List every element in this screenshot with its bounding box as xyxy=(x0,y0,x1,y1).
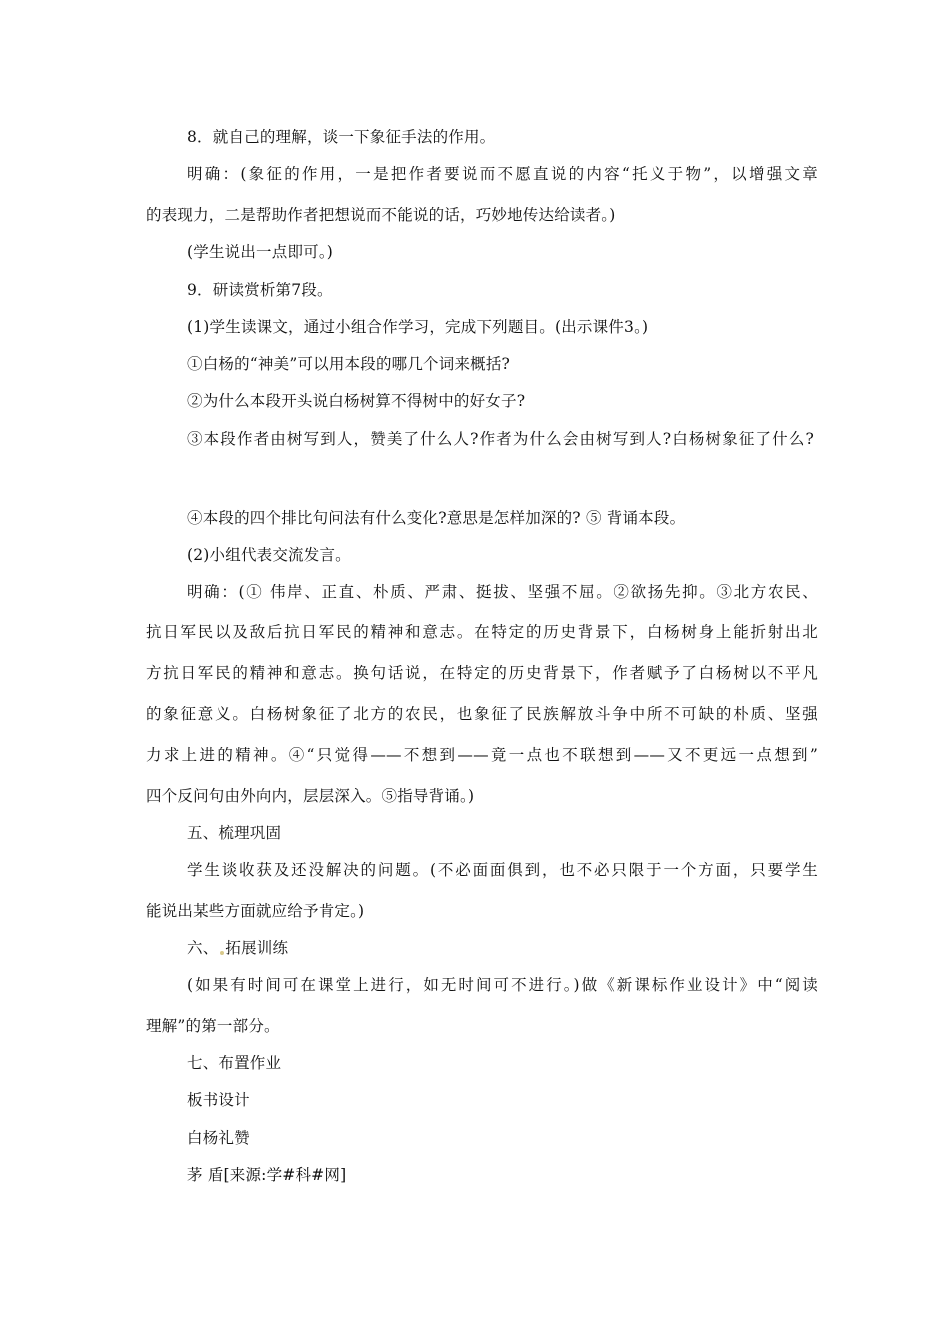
task-1: (1)学生读课文，通过小组合作学习，完成下列题目。(出示课件3。) xyxy=(187,318,649,336)
sub-question-2: ②为什么本段开头说白杨树算不得树中的好女子? xyxy=(187,392,526,410)
section-6-line-2: 理解”的第一部分。 xyxy=(146,1017,280,1035)
section-7-heading: 七、布置作业 xyxy=(187,1054,282,1072)
answer-9-line-3: 方抗日军民的精神和意志。换句话说，在特定的历史背景下，作者赋予了白杨树以不平凡 xyxy=(146,664,818,682)
sub-question-3: ③本段作者由树写到人，赞美了什么人?作者为什么会由树写到人?白杨树象征了什么? xyxy=(187,430,814,448)
section-6-line-1: (如果有时间可在课堂上进行，如无时间可不进行。)做《新课标作业设计》中“阅读 xyxy=(187,976,818,994)
answer-8-line-2: 的表现力，二是帮助作者把想说而不能说的话，巧妙地传达给读者。) xyxy=(146,206,616,224)
sub-question-4-5: ④本段的四个排比句问法有什么变化?意思是怎样加深的? ⑤ 背诵本段。 xyxy=(187,509,686,527)
question-9: 9．研读赏析第7段。 xyxy=(187,281,333,299)
section-6-heading xyxy=(187,938,818,958)
section-5-line-1: 学生谈收获及还没解决的问题。(不必面面俱到，也不必只限于一个方面，只要学生 xyxy=(187,861,818,879)
answer-9-line-4: 的象征意义。白杨树象征了北方的农民，也象征了民族解放斗争中所不可缺的朴质、坚强 xyxy=(146,705,818,723)
answer-8-line-1: 明确：(象征的作用，一是把作者要说而不愿直说的内容“托义于物”，以增强文章 xyxy=(187,165,818,183)
question-8: 8．就自己的理解，谈一下象征手法的作用。 xyxy=(187,128,496,146)
marker-dot-icon xyxy=(220,951,224,955)
answer-9-line-1: 明确：(① 伟岸、正直、朴质、严肃、挺拔、坚强不屈。②欲扬先抑。③北方农民、 xyxy=(187,583,818,601)
task-2: (2)小组代表交流发言。 xyxy=(187,546,351,564)
section-5-heading: 五、梳理巩固 xyxy=(187,824,282,842)
board-design-label: 板书设计 xyxy=(187,1091,250,1109)
note-one-point: (学生说出一点即可。) xyxy=(187,243,334,261)
answer-9-line-5: 力求上进的精神。④“只觉得——不想到——竟一点也不联想到——又不更远一点想到” xyxy=(146,746,818,764)
section-6-heading-prefix: 六、 xyxy=(187,939,219,957)
section-6-heading-text: 拓展训练 xyxy=(225,939,289,957)
board-title: 白杨礼赞 xyxy=(187,1129,250,1147)
sub-question-1: ①白杨的“神美”可以用本段的哪几个词来概括? xyxy=(187,355,511,373)
answer-9-line-2: 抗日军民以及敌后抗日军民的精神和意志。在特定的历史背景下，白杨树身上能折射出北 xyxy=(146,623,818,641)
section-5-line-2: 能说出某些方面就应给予肯定。) xyxy=(146,902,365,920)
answer-9-line-6: 四个反问句由外向内，层层深入。⑤指导背诵。) xyxy=(146,787,475,805)
board-author: 茅 盾[来源:学#科#网] xyxy=(187,1166,347,1184)
